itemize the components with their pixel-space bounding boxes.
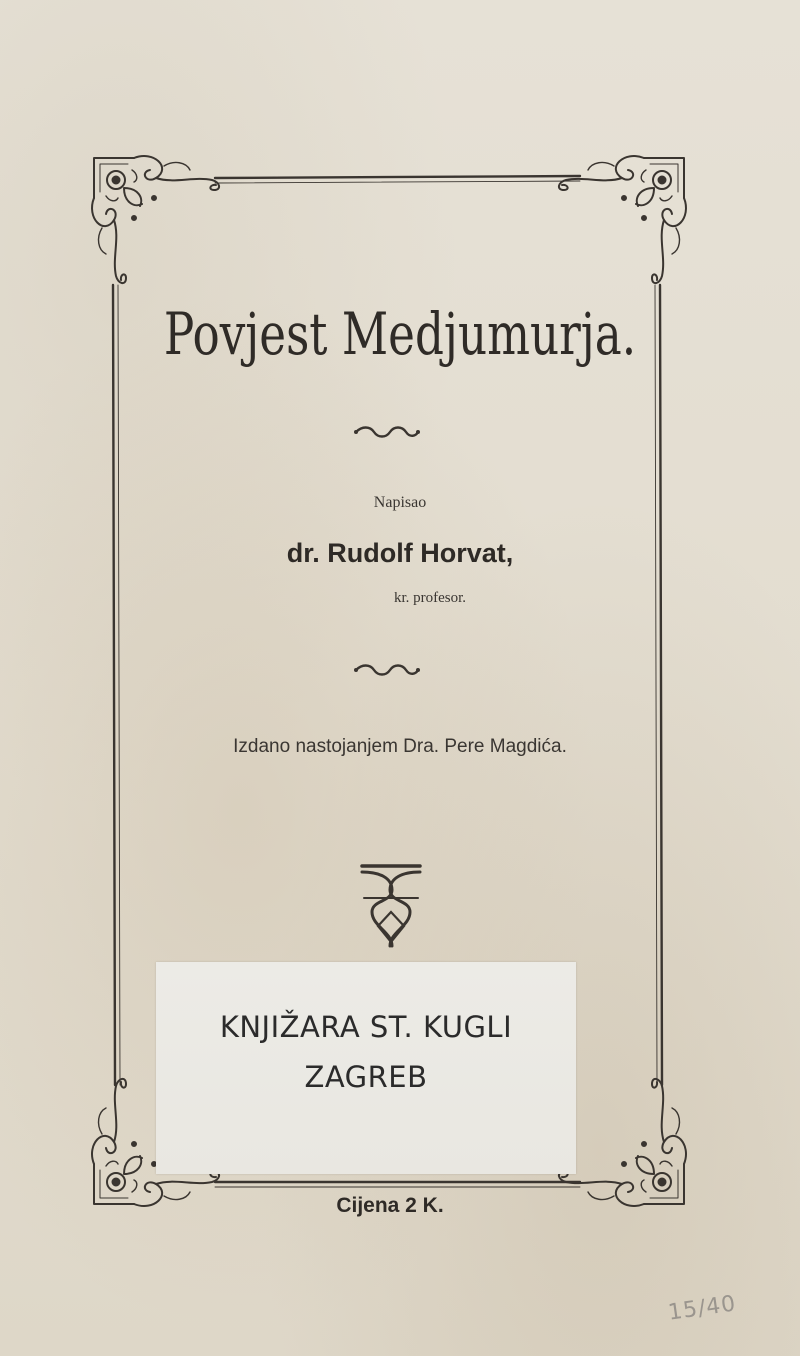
price-line: Cijena 2 K. — [336, 1194, 444, 1217]
publisher-line: Izdano nastojanjem Dra. Pere Magdića. — [233, 736, 567, 757]
byline-label: Napisao — [373, 494, 427, 511]
bookshop-name: KNJIŽARA ST. KUGLI — [219, 1010, 513, 1044]
pencil-note: 15/40 — [666, 1291, 738, 1326]
swash-ornament-lower — [354, 666, 420, 675]
book-title: Povjest Medjumurja. — [163, 300, 637, 368]
corner-ornament-top-left — [92, 156, 219, 283]
bookshop-city: ZAGREB — [304, 1060, 428, 1094]
author-title: kr. profesor. — [393, 590, 467, 606]
bookshop-sticker — [156, 962, 576, 1174]
central-ornament — [362, 866, 420, 946]
author-name: dr. Rudolf Horvat, — [286, 538, 514, 568]
swash-ornament-upper — [354, 428, 420, 437]
